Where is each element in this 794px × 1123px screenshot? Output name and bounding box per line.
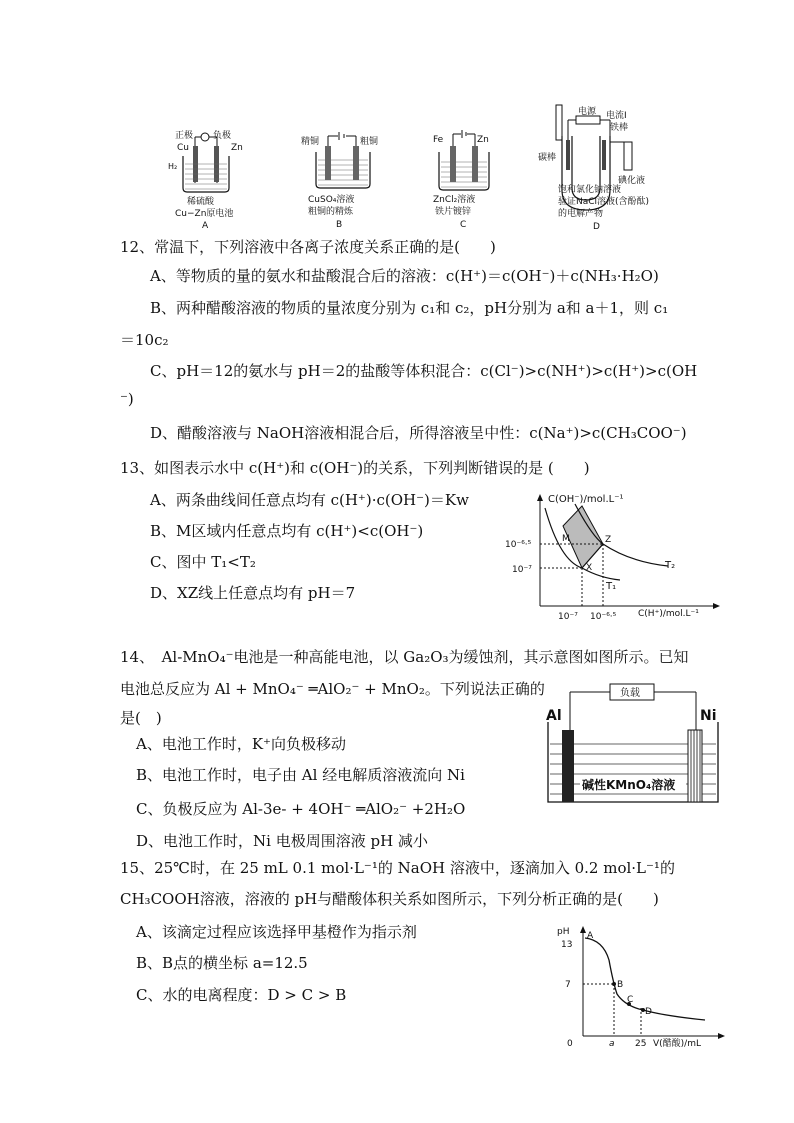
q15-point-b bbox=[612, 982, 616, 986]
q13-option-c: C、图中 T₁<T₂ bbox=[150, 553, 256, 571]
caption-a-solution: 稀硫酸 bbox=[187, 197, 215, 207]
label-zn: Zn bbox=[231, 143, 243, 153]
q13-label-z: Z bbox=[605, 535, 612, 545]
q13-label-m: M bbox=[562, 534, 570, 544]
q14-option-c: C、负极反应为 Al-3e- + 4OH⁻ ═AlO₂⁻ +2H₂O bbox=[136, 800, 466, 818]
q15-option-a: A、该滴定过程应该选择甲基橙作为指示剂 bbox=[136, 923, 417, 941]
letter-b: B bbox=[336, 220, 343, 230]
label-zn: Zn bbox=[477, 135, 489, 145]
label-carbon-rod: 碳棒 bbox=[538, 153, 557, 163]
q12-option-d: D、醋酸溶液与 NaOH溶液相混合后，所得溶液呈中性：c(Na⁺)>c(CH₃COO⁻) bbox=[150, 424, 687, 442]
q12-option-a: A、等物质的量的氨水和盐酸混合后的溶液：c(H⁺)＝c(OH⁻)＋c(NH₃·H₂O) bbox=[150, 267, 659, 285]
q15-label-d: D bbox=[645, 1007, 652, 1017]
q13-water-ion-graph bbox=[500, 486, 790, 620]
q14-label-al: Al bbox=[546, 708, 562, 724]
caption-a: Cu−Zn原电池 bbox=[175, 209, 234, 219]
q13-tick-x2: 10⁻⁶·⁵ bbox=[590, 612, 617, 622]
label-iodide-solution: 碘化液 bbox=[618, 176, 646, 186]
letter-a: A bbox=[202, 221, 209, 231]
q12-option-b: B、两种醋酸溶液的物质的量浓度分别为 c₁和 c₂，pH分别为 a和 a＋1，则 c₁ bbox=[150, 299, 669, 317]
q15-stem-line1: 15、25℃时，在 25 mL 0.1 mol·L⁻¹的 NaOH 溶液中，逐滴加入 0.2 mol·L⁻¹的 bbox=[120, 859, 675, 877]
q13-label-x: X bbox=[586, 563, 593, 573]
q13-option-b: B、M区域内任意点均有 c(H⁺)<c(OH⁻) bbox=[150, 522, 424, 540]
letter-d: D bbox=[593, 222, 600, 232]
q15-tick-25: 25 bbox=[635, 1039, 647, 1049]
q14-label-load: 负载 bbox=[620, 688, 640, 699]
figure-a-cu-zn-cell bbox=[165, 128, 265, 233]
label-positive: 正极 bbox=[175, 131, 194, 141]
label-power-source: 电源 bbox=[578, 107, 597, 117]
q15-tick-a: a bbox=[609, 1039, 615, 1049]
label-cu: Cu bbox=[177, 143, 189, 153]
q13-xlabel: C(H⁺)/mol.L⁻¹ bbox=[638, 609, 699, 619]
label-pure-cu: 精铜 bbox=[301, 137, 320, 147]
q13-tick-y1: 10⁻⁶·⁵ bbox=[505, 540, 532, 550]
letter-c: C bbox=[460, 220, 467, 230]
q13-tick-y2: 10⁻⁷ bbox=[512, 565, 532, 575]
q14-battery-figure bbox=[540, 680, 730, 808]
q14-al-electrode bbox=[562, 730, 574, 802]
q12-option-c-cont: ⁻) bbox=[120, 390, 134, 408]
q15-option-b: B、B点的横坐标 a=12.5 bbox=[136, 954, 308, 972]
q14-option-b: B、电池工作时，电子由 Al 经电解质溶液流向 Ni bbox=[136, 766, 465, 784]
q15-tick-0: 0 bbox=[567, 1039, 573, 1049]
label-current: 电流I bbox=[606, 111, 627, 121]
q13-label-t2: T₂ bbox=[665, 560, 676, 571]
q13-tick-x1: 10⁻⁷ bbox=[558, 612, 578, 622]
figure-c-zinc-plating bbox=[425, 128, 510, 233]
figure-b-copper-refining bbox=[298, 130, 393, 233]
q14-solution-label: 碱性KMnO₄溶液 bbox=[582, 778, 676, 792]
q13-option-d: D、XZ线上任意点均有 pH＝7 bbox=[150, 584, 356, 602]
q15-option-c: C、水的电离程度：D > C > B bbox=[136, 986, 347, 1004]
q14-option-d: D、电池工作时，Ni 电极周围溶液 pH 减小 bbox=[136, 832, 428, 850]
caption-b-solution: CuSO₄溶液 bbox=[308, 195, 355, 205]
caption-c: 铁片镀锌 bbox=[435, 207, 472, 217]
q14-stem-line1: 14、 Al-MnO₄⁻电池是一种高能电池，以 Ga₂O₃为缓蚀剂，其示意图如图所示。已知 bbox=[120, 648, 689, 666]
q15-tick-7: 7 bbox=[565, 980, 571, 990]
q15-stem-line2: CH₃COOH溶液，溶液的 pH与醋酸体积关系如图所示，下列分析正确的是( ) bbox=[120, 890, 659, 908]
label-negative: 负极 bbox=[213, 131, 232, 141]
q15-xlabel: V(醋酸)/mL bbox=[653, 1039, 701, 1049]
q12-stem: 12、常温下，下列溶液中各离子浓度关系正确的是( ) bbox=[120, 238, 496, 256]
q15-tick-13: 13 bbox=[561, 940, 573, 950]
caption-d-line2: 验证NaCl溶液(含酚酞) bbox=[558, 197, 650, 207]
caption-d-line1: 饱和氯化钠溶液 bbox=[558, 185, 622, 195]
q14-stem-line2: 电池总反应为 Al + MnO₄⁻ ═AlO₂⁻ + MnO₂。下列说法正确的 bbox=[120, 680, 545, 698]
label-iron-rod: 铁棒 bbox=[610, 123, 629, 133]
q13-option-a: A、两条曲线间任意点均有 c(H⁺)·c(OH⁻)＝Kw bbox=[150, 491, 469, 509]
q15-ylabel: pH bbox=[557, 927, 570, 937]
q14-label-ni: Ni bbox=[700, 708, 717, 724]
q12-option-c: C、pH＝12的氨水与 pH＝2的盐酸等体积混合：c(Cl⁻)>c(NH⁺)>c(H⁺)>c(OH bbox=[150, 362, 698, 380]
q15-label-a: A bbox=[587, 931, 594, 941]
q13-ylabel: C(OH⁻)/mol.L⁻¹ bbox=[548, 494, 624, 505]
q13-label-t1: T₁ bbox=[606, 581, 617, 592]
q12-option-b-cont: ＝10c₂ bbox=[120, 331, 169, 349]
q14-option-a: A、电池工作时，K⁺向负极移动 bbox=[136, 735, 346, 753]
label-h2: H₂ bbox=[168, 162, 178, 171]
q15-label-c: C bbox=[627, 995, 634, 1005]
q15-label-b: B bbox=[617, 980, 624, 990]
label-crude-cu: 粗铜 bbox=[360, 137, 379, 147]
figure-d-nacl-electrolysis bbox=[538, 100, 648, 235]
caption-c-solution: ZnCl₂溶液 bbox=[433, 195, 476, 205]
caption-d-line3: 的电解产物 bbox=[558, 209, 604, 219]
q13-stem: 13、如图表示水中 c(H⁺)和 c(OH⁻)的关系，下列判断错误的是 ( ) bbox=[120, 459, 590, 477]
label-fe: Fe bbox=[433, 135, 444, 145]
caption-b: 粗铜的精炼 bbox=[308, 207, 354, 217]
q15-titration-graph bbox=[555, 924, 735, 1050]
q14-stem-line3: 是( ) bbox=[120, 709, 162, 727]
